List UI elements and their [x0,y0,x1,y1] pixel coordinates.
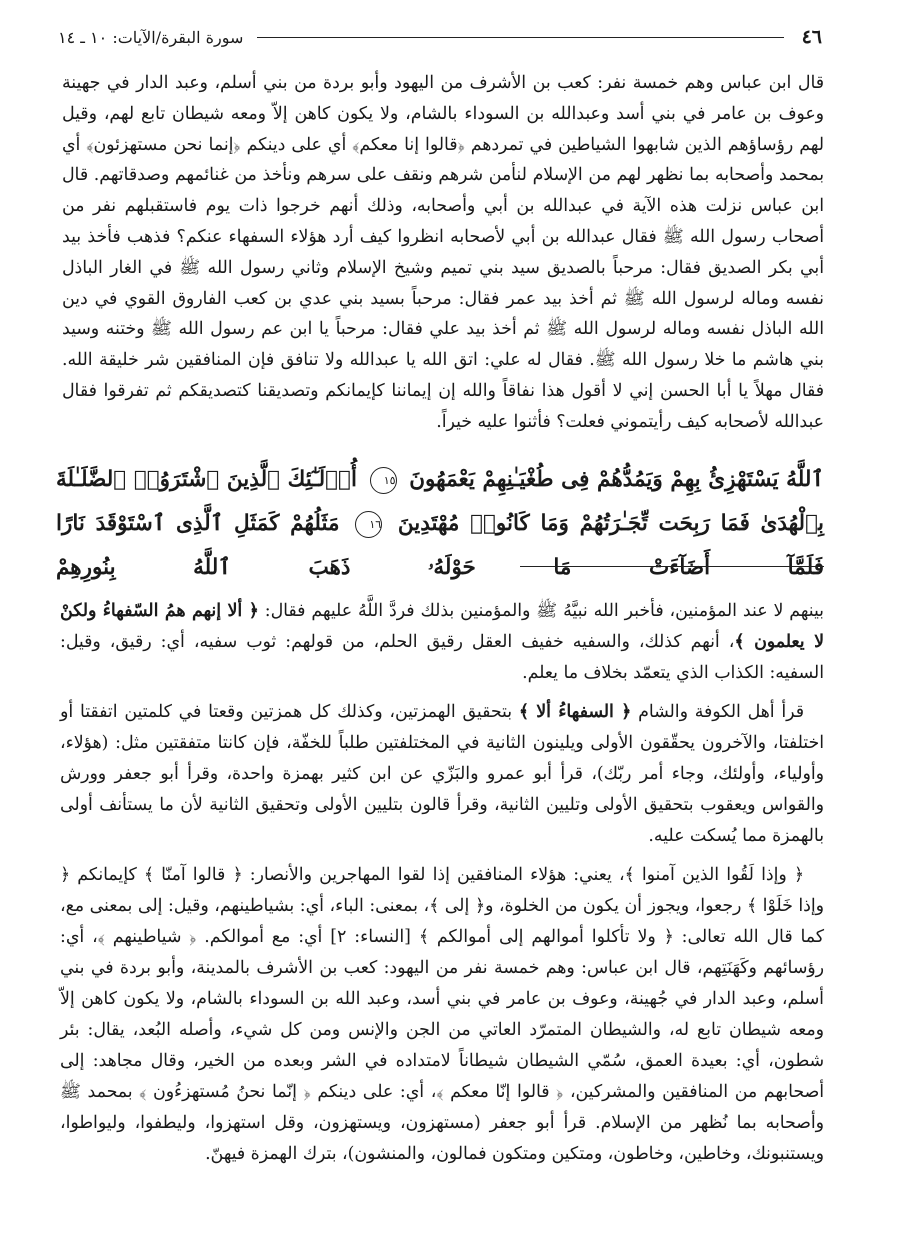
page-number: ٤٦ [801,26,822,48]
p1-text-a: بينهم لا عند المؤمنين، فأخبر الله نبيَّهُ ﷺ والمؤمنين بذلك فردَّ اللَّهُ عليهم فقال: [258,601,824,621]
p1-text-b: ، أنهم كذلك، والسفيه خفيف العقل رقيق الحلم، من قولهم: ثوب سفيه، أي: رقيق، وقيل: السفيه: الكذاب الذي يتعمّد بخلاف ما يعلم. [60,632,824,683]
verse-text-16: أُو۟لَـٰٓئِكَ ٱلَّذِينَ ٱشْتَرَوُا۟ ٱلضَّلَـٰلَةَ بِٱلْهُدَىٰ فَمَا رَبِحَت تِّجَـٰرَتُهُمْ وَمَا كَانُوا۟ مُهْتَدِينَ [56,467,824,536]
p2-quote: ﴿ السفهاءُ ألا ﴾ [518,702,632,722]
p2-text-a: قرأ أهل الكوفة والشام [631,702,804,722]
verse-text-15: ٱللَّهُ يَسْتَهْزِئُ بِهِمْ وَيَمُدُّهُمْ فِى طُغْيَـٰنِهِمْ يَعْمَهُونَ [409,467,824,492]
tafsir-paragraph-1 [60,596,824,689]
tafsir-text [60,596,824,1178]
quran-verse-block [56,458,824,590]
header-rule [257,37,783,38]
upper-paragraph: قال ابن عباس وهم خمسة نفر: كعب بن الأشرف من اليهود وأبو بردة من بني أسلم، وعبد الدار في جهينة وعوف بن عامر في بني أسد وعبدالله بن السوداء بالشام، ولا يكون كاهن إلاّ ومعه شيطان تابع لهم، وقيل لهم رؤساؤهم الذين شابهوا الشياطين في تمردهم ﴿قالوا إنا معكم﴾ أي على دينكم ﴿إنما نحن مستهزئون﴾ أي بمحمد وأصحابه بما نظهر لهم من الإسلام لنأمن شرهم ونقف على سرهم ونأخذ من غنائمهم وصدقاتهم. قال ابن عباس نزلت هذه الآية في عبدالله بن أبي وأصحابه، وذلك أنهم خرجوا ذات يوم فاستقبلهم نفر من أصحاب رسول الله ﷺ فقال عبدالله بن أبي لأصحابه انظروا كيف أرد هؤلاء السفهاء عنكم؟ فذهب فأخذ بيد أبي بكر الصديق فقال: مرحباً بالصديق سيد بني تميم وشيخ الإسلام وثاني رسول الله ﷺ في الغار الباذل نفسه وماله لرسول الله ﷺ ثم أخذ بيد عمر فقال: مرحباً بسيد بني عدي بن كعب الفاروق القوي في دين الله الباذل نفسه وماله لرسول الله ﷺ ثم أخذ بيد علي فقال: مرحباً يا ابن عم رسول الله ﷺ وختنه وسيد بني هاشم ما خلا رسول الله ﷺ. فقال له علي: اتق الله يا عبدالله ولا تنافق فإن المنافقين شر خليقة الله. فقال مهلاً يا أبا الحسن إني لا أقول هذا نفاقاً والله إن إيماننا كإيمانكم وتصديقنا كتصديقكم ثم تفرقوا فقال عبدالله لأصحابه كيف رأيتموني فعلت؟ فأثنوا عليه خيراً. [62,73,824,432]
ayah-number-15: ١٥ [370,467,397,494]
verse-text-17: مَثَلُهُمْ كَمَثَلِ ٱلَّذِى ٱسْتَوْقَدَ نَارًا فَلَمَّآ أَضَآءَتْ مَا حَوْلَهُۥ ذَهَبَ ٱللَّهُ بِنُورِهِمْ [56,511,824,580]
section-divider [520,566,824,567]
page-header [58,22,822,52]
p1-quote: ﴿ ألا إنهم همُ السّفهاءُ ولكنْ لا يعلمون ﴾ [60,601,824,652]
surah-verse-label: سورة البقرة/الآيات: ١٠ ـ ١٤ [58,27,244,47]
p2-text-b: بتحقيق الهمزتين، وكذلك كل همزتين وقعتا في كلمتين اتفقتا أو اختلفتا، والآخرون يحقّقون الأولى ويلينون الثانية في المختلفتين طلباً للخفّة، فإن كانتا متفقتين مثل: (هؤلاء، وأولياء، وأولئك، وجاء أمر ربّك)، قرأ أبو عمرو والبَزّي عن ابن كثير بهمزة واحدة، وقرأ أبو جعفر وورش والقواس ويعقوب بتحقيق الأولى وتليين الثانية، وقرأ قالون بتليين الأولى وتحقيق الثانية لأن ما يستأنف أولى بالهمزة مما يُسكت عليه. [60,702,824,846]
upper-commentary [62,68,824,438]
tafsir-paragraph-3: ﴿ وإذا لَقُوا الذين آمنوا ﴾، يعني: هؤلاء المنافقين إذا لقوا المهاجرين والأنصار: ﴿ قالوا آمنّا ﴾ كإيمانكم ﴿ وإذا خَلَوْا ﴾ رجعوا، ويجوز أن يكون من الخلوة، و﴿ إلى ﴾، بمعنى: الباء، أي: بشياطينهم، وقيل: إلى بمعنى مع، كما قال الله تعالى: ﴿ ولا تأكلوا أموالهم إلى أموالكم ﴾ [النساء: ٢] أي: مع أموالكم. ﴿ شياطينهم ﴾، أي: رؤسائهم وكَهَنَتِهم، قال ابن عباس: وهم خمسة نفر من اليهود: كعب بن الأشرف بالمدينة، وأبو بردة في بني أسلم، وعبد الدار في جُهينة، وعوف بن عامر في بني أسد، وعبد الله بن السوداء بالشام، ولا يكون كاهن إلاّ ومعه شيطان تابع له، والشيطان المتمرّد العاتي من الجن والإنس ومن كل شيء، وأصله البُعد، يقال: بئر شطون، أي: بعيدة العمق، سُمّي الشيطان شيطاناً لامتداده في الشر وبعده من الخير، وقال مجاهد: إلى أصحابهم من المنافقين والمشركين، ﴿ قالوا إنّا معكم ﴾، أي: على دينكم ﴿ إنّما نحنُ مُستهزءُون ﴾ بمحمد ﷺ وأصحابه بما نُظهر من الإسلام. قرأ أبو جعفر (مستهزون، ويستهزون، وقل استهزوا، وليطفوا، وليواطوا، ويستنبونك، وخاطين، وخاطون، ومتكين ومتكون فمالون، والمنشون)، بترك الهمزة فيهنّ. [60,865,825,1164]
ayah-number-16: ١٦ [355,511,382,538]
tafsir-paragraph-2 [60,697,824,852]
